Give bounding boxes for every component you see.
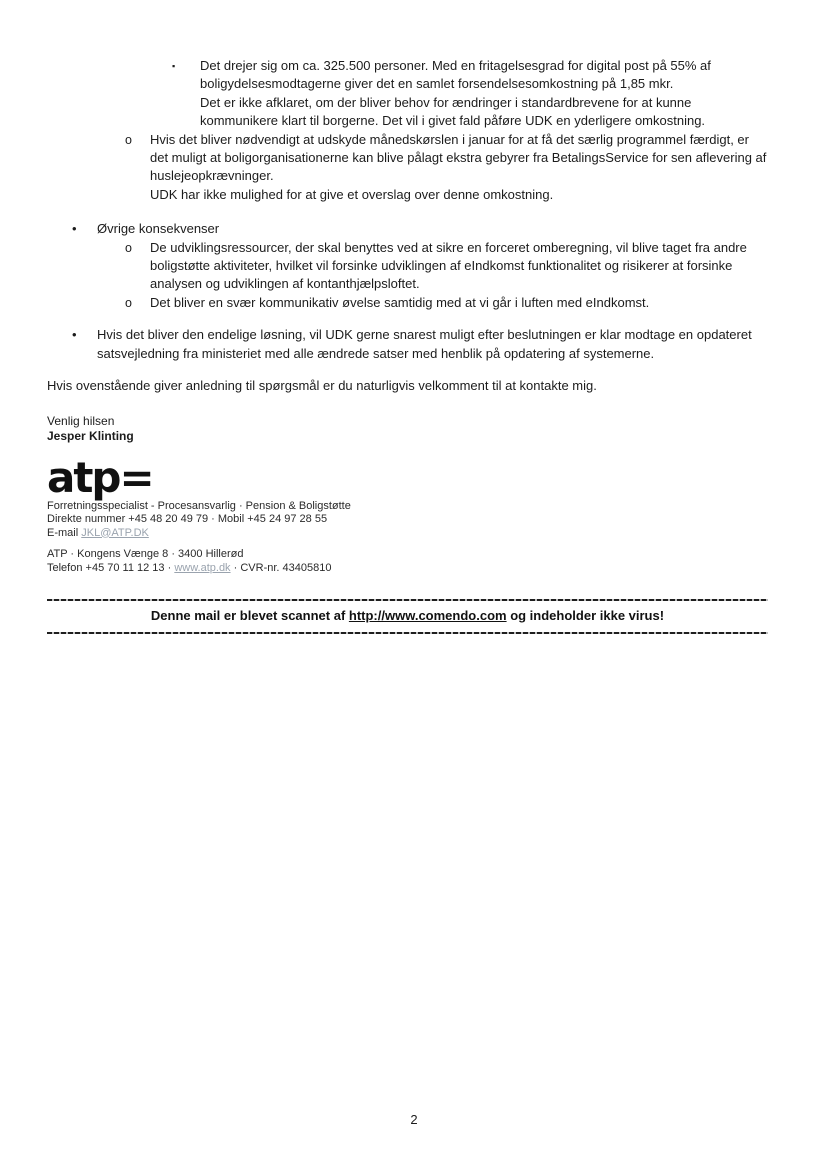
bullet-text: Hvis det bliver den endelige løsning, vil UDK gerne snarest muligt efter beslutningen er klar modtage en opdateret satsvejledning fra ministeriet med alle ændrede satser med henblik på opdatering af systemerne. [97,327,752,361]
signoff-name: Jesper Klinting [47,428,134,443]
bullet-text: Hvis det bliver nødvendigt at udskyde månedskørslen i januar for at få det særlig programmel færdigt, er det muligt at boligorganisationerne kan blive pålagt ekstra gebyrer fra BetalingsService for sen aflevering af huslejeopkrævninger. [150,131,767,184]
atp-logo: atp= [47,452,153,502]
closing-paragraph: Hvis ovenstående giver anledning til spørgsmål er du naturligvis velkomment til at kontakte mig. [47,378,597,394]
signoff-greeting: Venlig hilsen [47,413,115,428]
scanner-notice [47,601,768,632]
bullet-text: UDK har ikke mulighed for at give et overslag over denne omkostning. [150,186,554,202]
bullet-text: De udviklingsressourcer, der skal benyttes ved at sikre en forceret omberegning, vil blive taget fra andre boligstøtte aktiviteter, hvilket vil forsinke udviklingen af eIndkomst funktionalitet og risikerer at forsinke analysen og udviklingen af kontanthjælpsloftet. [150,239,747,292]
website-link[interactable]: www.atp.dk [174,561,231,574]
list-item-postage-cost [47,57,768,131]
list-item-final-solution [47,326,768,363]
disc-bullet-icon: • [72,221,77,237]
signoff [47,414,768,444]
square-bullet-icon: ▪ [172,61,176,71]
telefon-label: Telefon +45 70 11 12 13 · [47,561,175,574]
disc-bullet-icon: • [72,327,77,343]
bullet-text: Det er ikke afklaret, om der bliver behov for ændringer i standardbrevene for at kunne kommunikere klart til borgerne. Det vil i givet fald påføre UDK en yderligere omkostning. [200,94,706,129]
email-label: E-mail [47,526,82,539]
list-item-betalingsservice [47,131,768,205]
separator-line-bottom [47,632,768,634]
circle-bullet-icon: o [125,295,132,310]
comendo-link[interactable]: http://www.comendo.com [348,608,507,623]
circle-bullet-icon: o [125,240,132,255]
scanner-notice-prefix: Denne mail er blevet scannet af [150,608,349,623]
cvr-label: · CVR-nr. 43405810 [230,561,332,574]
list-item-consequences [47,220,768,238]
page-number: 2 [410,1112,418,1127]
signature-phone-line: Direkte nummer +45 48 20 49 79 · Mobil +45 24 97 28 55 [47,513,328,525]
signature-email-line [47,527,768,541]
bullet-text: Øvrige konsekvenser [97,221,220,237]
signature-block [47,500,768,576]
bullet-list [47,57,768,363]
signature-role-line: Forretningsspecialist - Procesansvarlig · Pension & Boligstøtte [47,499,351,512]
bullet-text: Det bliver en svær kommunikativ øvelse samtidig med at vi går i luften med eIndkomst. [150,294,650,310]
signature-telefon-line [47,562,768,576]
bullet-text: Det drejer sig om ca. 325.500 personer. Med en fritagelsesgrad for digital post på 55% af boligydelsesmodtagerne giver det en samlet forsendelsesomkostning på 1,85 mkr. [200,58,711,92]
scanner-notice-suffix: og indeholder ikke virus! [506,608,665,623]
email-link[interactable]: JKL@ATP.DK [81,526,149,539]
list-item-communication [47,294,768,312]
signature-address-line: ATP · Kongens Vænge 8 · 3400 Hillerød [47,548,244,560]
circle-bullet-icon: o [125,132,132,147]
list-item-dev-resources [47,239,768,294]
